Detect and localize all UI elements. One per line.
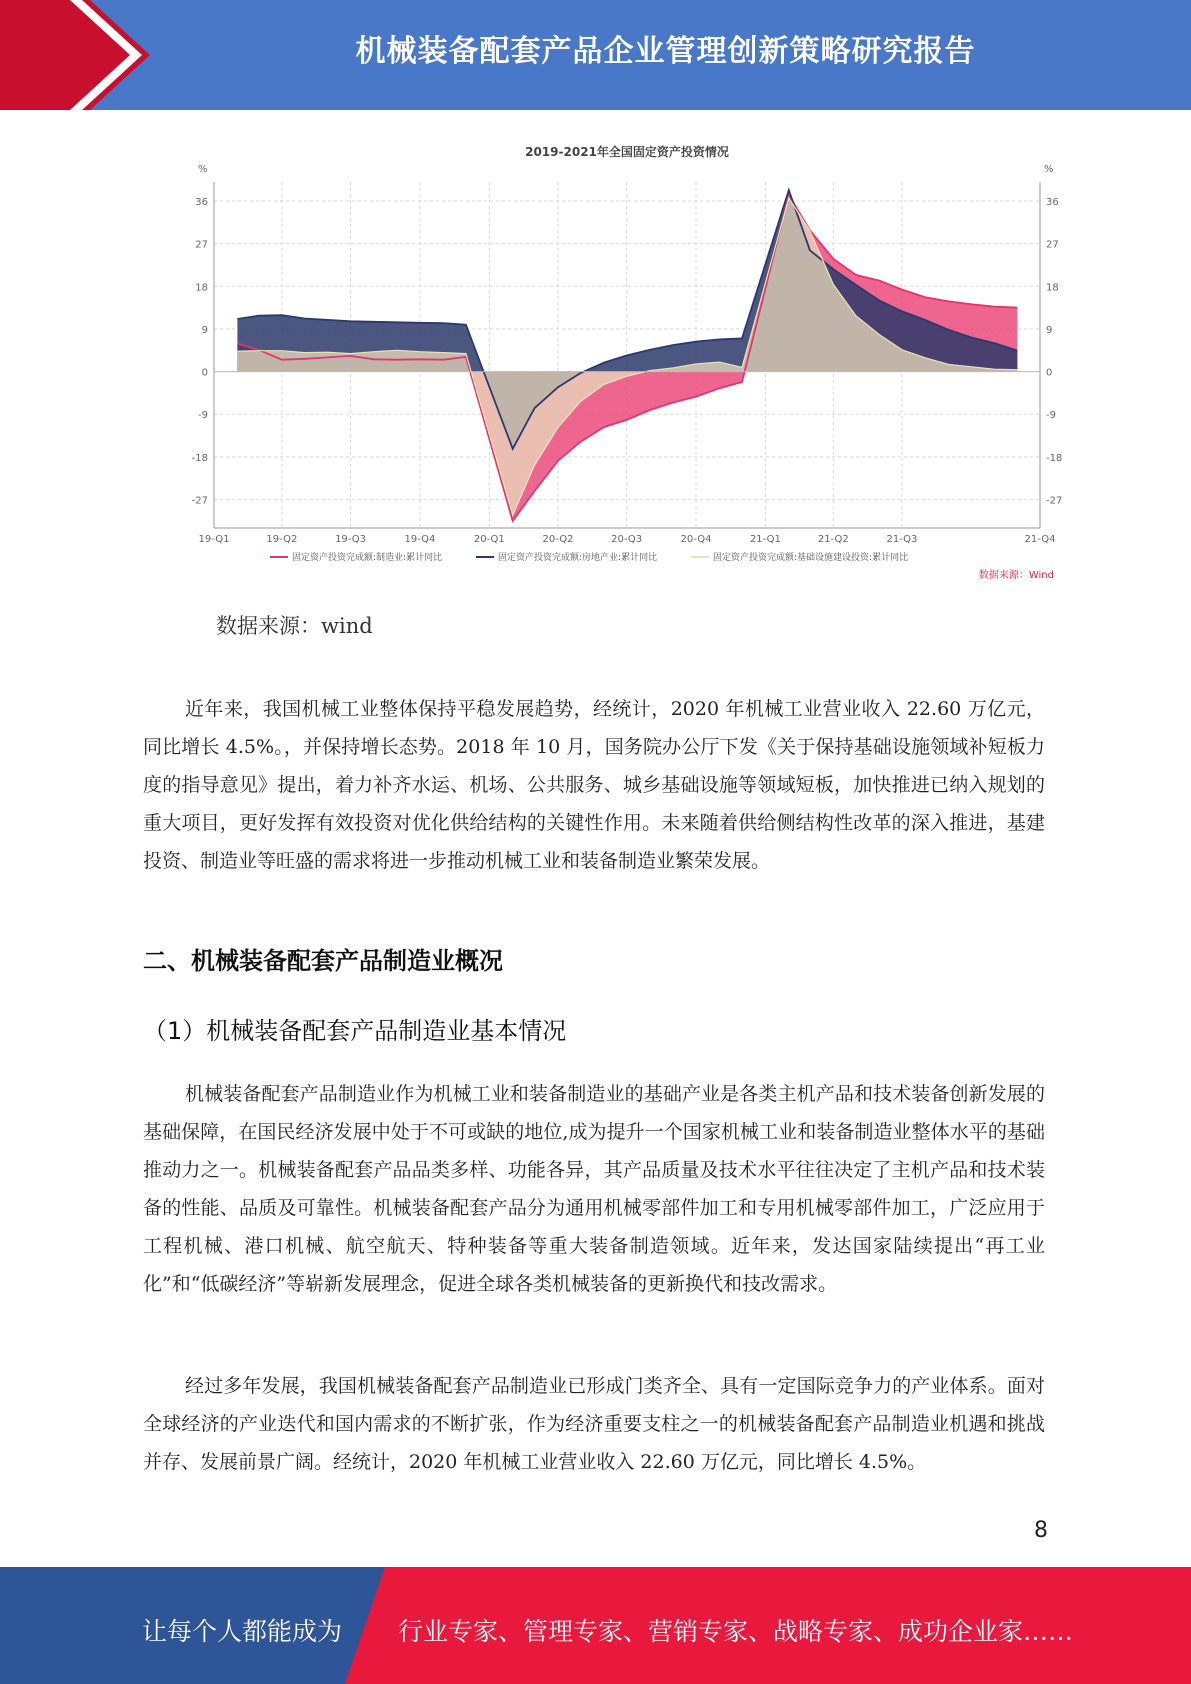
x-tick-label: 20-Q4	[680, 534, 712, 545]
x-tick-label: 19-Q1	[198, 534, 230, 545]
page-number: 8	[1034, 1518, 1048, 1543]
y-tick-label-left: 0	[201, 367, 208, 379]
y-tick-label-left: -27	[191, 495, 208, 507]
legend-manufacturing: 固定资产投资完成额:制造业:累计同比	[292, 553, 443, 563]
y-tick-label-left: 27	[195, 239, 208, 251]
y-tick-label-left: 18	[195, 282, 208, 294]
y-unit-right: %	[1044, 164, 1054, 175]
chart-source-caption: 数据来源：wind	[216, 614, 373, 638]
y-tick-label-left: 9	[201, 324, 208, 336]
footer-slogan-left: 让每个人都能成为	[142, 1617, 343, 1646]
subsection-heading: （1）机械装备配套产品制造业基本情况	[143, 1017, 567, 1045]
x-tick-label: 20-Q3	[611, 534, 643, 545]
y-unit-left: %	[198, 164, 208, 175]
chart-svg	[180, 140, 1080, 600]
report-title: 机械装备配套产品企业管理创新策略研究报告	[355, 34, 976, 69]
y-tick-label-left: -18	[191, 452, 208, 464]
x-tick-label: 21-Q1	[749, 534, 781, 545]
y-tick-label-right: -9	[1046, 410, 1056, 422]
paragraph-development: 经过多年发展，我国机械装备配套产品制造业已形成门类齐全、具有一定国际竞争力的产业体系。面对全球经济的产业迭代和国内需求的不断扩张，作为经济重要支柱之一的机械装备配套产品制造业机遇和挑战并存、发展前景广阔。经统计，2020 年机械工业营业收入 22.60 万亿元，同比增长 4.5%。	[143, 1375, 1045, 1473]
legend-infrastructure: 固定资产投资完成额:基础设施建设投资:累计同比	[713, 553, 909, 563]
y-tick-label-left: -9	[198, 410, 208, 422]
y-tick-label-left: 36	[195, 196, 208, 208]
y-tick-label-right: 9	[1046, 324, 1053, 336]
y-tick-label-right: 36	[1046, 196, 1059, 208]
x-tick-label: 21-Q3	[886, 534, 918, 545]
legend-real-estate: 固定资产投资完成额:房地产业:累计同比	[498, 553, 658, 563]
y-tick-label-right: 0	[1046, 367, 1053, 379]
x-tick-label: 21-Q4	[1024, 534, 1056, 545]
x-tick-label: 20-Q2	[542, 534, 574, 545]
page-header	[0, 0, 1191, 110]
x-tick-label: 19-Q3	[335, 534, 367, 545]
y-tick-label-right: 27	[1046, 239, 1059, 251]
section-heading: 二、机械装备配套产品制造业概况	[143, 947, 503, 975]
chart-source-note: 数据来源：Wind	[978, 570, 1054, 581]
investment-chart	[180, 140, 1080, 600]
y-tick-label-right: -18	[1046, 452, 1063, 464]
paragraph-overview: 机械装备配套产品制造业作为机械工业和装备制造业的基础产业是各类主机产品和技术装备创新发展的基础保障，在国民经济发展中处于不可或缺的地位,成为提升一个国家机械工业和装备制造业整体水平的基础推动力之一。机械装备配套产品品类多样、功能各异，其产品质量及技术水平往往决定了主机产品和技术装备的性能、品质及可靠性。机械装备配套产品分为通用机械零部件加工和专用机械零部件加工，广泛应用于工程机械、港口机械、航空航天、特种装备等重大装备制造领域。近年来，发达国家陆续提出“再工业化”和“低碳经济”等崭新发展理念，促进全球各类机械装备的更新换代和技改需求。	[143, 1083, 1045, 1295]
x-tick-label: 19-Q2	[266, 534, 298, 545]
x-tick-label: 21-Q2	[817, 534, 849, 545]
page-footer	[0, 1567, 1191, 1684]
y-tick-label-right: -27	[1046, 495, 1063, 507]
x-tick-label: 20-Q1	[473, 534, 505, 545]
x-tick-label: 19-Q4	[404, 534, 436, 545]
paragraph-intro: 近年来，我国机械工业整体保持平稳发展趋势，经统计，2020 年机械工业营业收入 22.60 万亿元，同比增长 4.5%。，并保持增长态势。2018 年 10 月，国务院办公厅下发《关于保持基础设施领域补短板力度的指导意见》提出，着力补齐水运、机场、公共服务、城乡基础设施等领域短板，加快推进已纳入规划的重大项目，更好发挥有效投资对优化供给结构的关键性作用。未来随着供给侧结构性改革的深入推进，基建投资、制造业等旺盛的需求将进一步推动机械工业和装备制造业繁荣发展。	[143, 698, 1045, 872]
footer-slogan-right: 行业专家、管理专家、营销专家、战略专家、成功企业家……	[398, 1617, 1074, 1646]
y-tick-label-right: 18	[1046, 282, 1059, 294]
chart-title: 2019-2021年全国固定资产投资情况	[525, 145, 729, 159]
